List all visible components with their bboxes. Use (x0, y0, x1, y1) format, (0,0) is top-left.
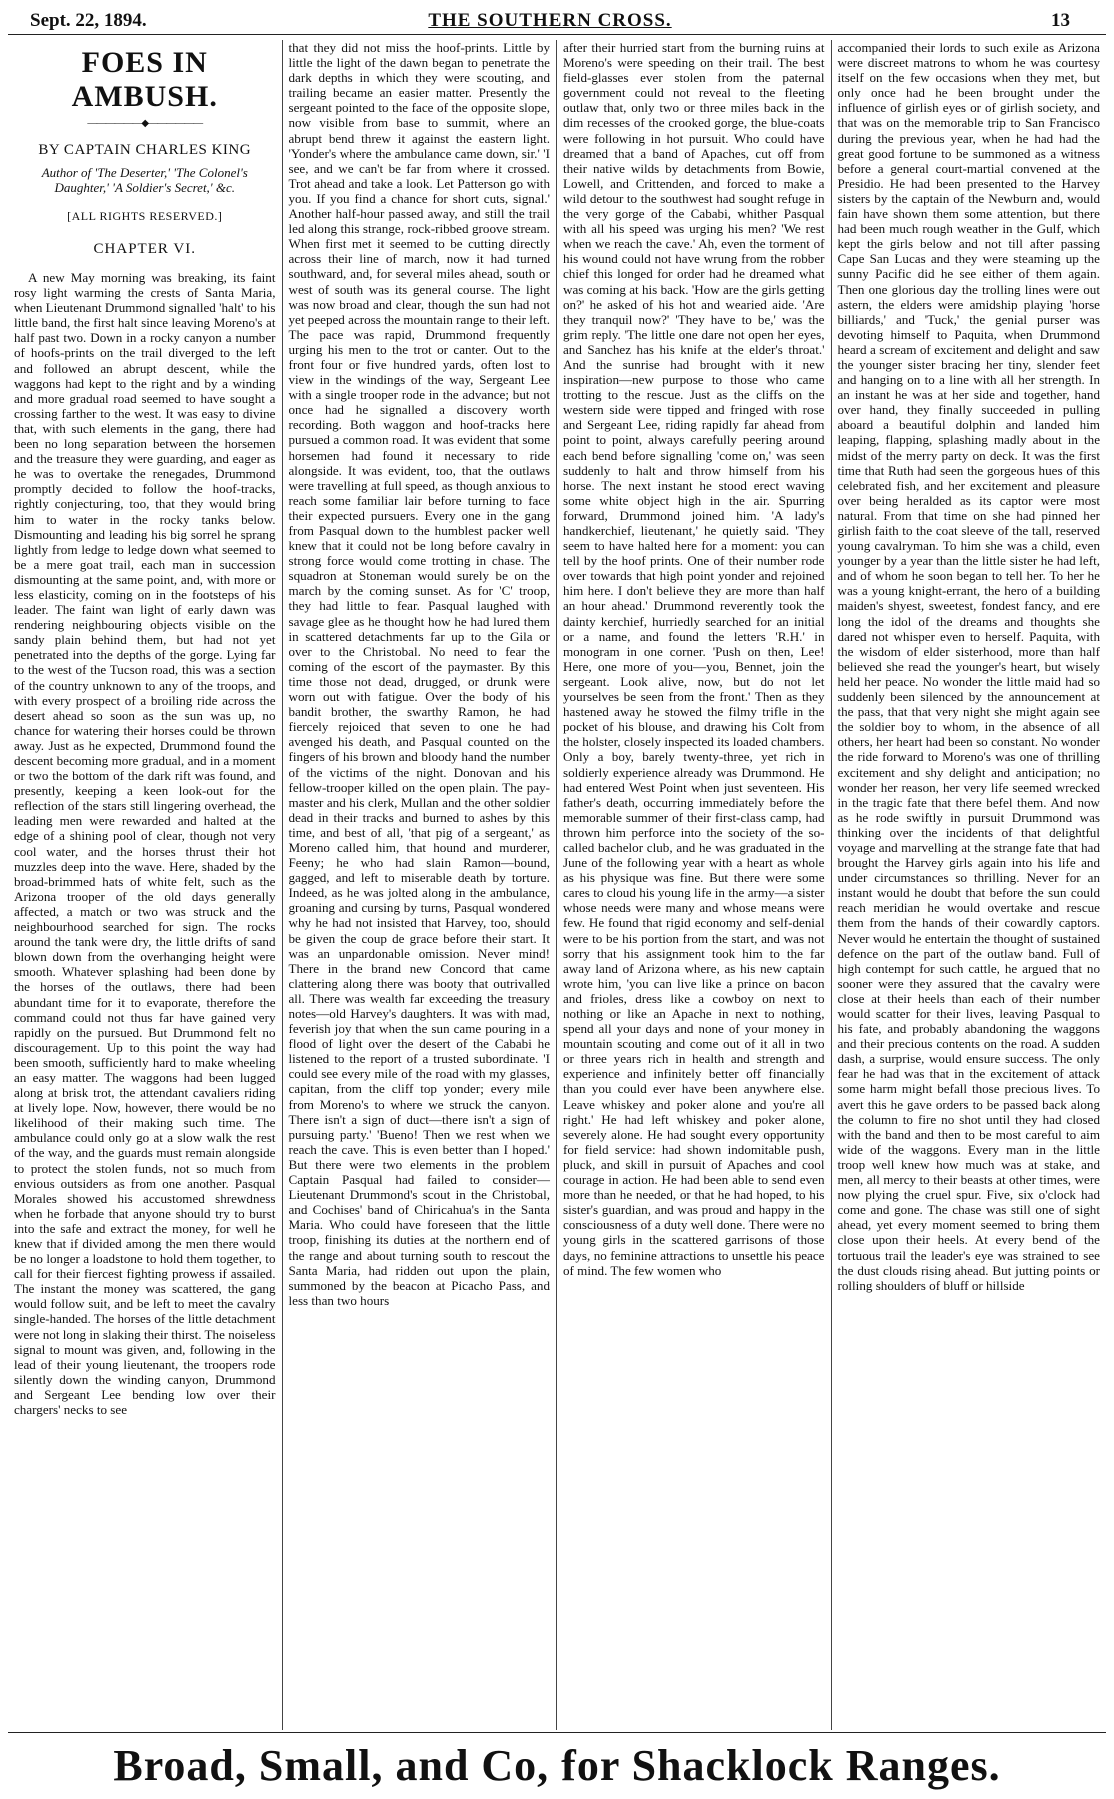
chapter-heading: CHAPTER VI. (93, 241, 196, 257)
newspaper-title: THE SOUTHERN CROSS. (428, 10, 672, 31)
column-3 (557, 40, 832, 1730)
column-text: that they did not miss the hoof-prints. Little by little the light of the dawn began to penetrate the dark depths in which they were scouting, and trailing became an easier matter. Presently the sergeant pointed to the face of the opposite slope, now visible from base to summit, where an abrupt bend threw it against the eastern light. 'Yonder's where the ambulance came down, sir.' 'I see, and we can't be far from where it crossed. Trot ahead and take a look. Let Patterson go with you. If you find a chance for short cuts, signal.' Another half-hour passed away, and still the trail led along this strange, rock-ribbed groove stream. When first met it seemed to be cutting directly across their line of march, now it had turned southward, and, for several miles ahead, south or west of south was its general course. The light was now broad and clear, though the sun had not yet peeped across the mountain range to their left. The pace was rapid, Drummond frequently urging his men to the trot or canter. Out to the front four or five hundred yards, often lost to view in the windings of the way, Sergeant Lee with a single trooper rode in the advance; but not once had he signalled a discovery worth recording. Both waggon and hoof-tracks here pursued a common road. It was evident that some horsemen had found it necessary to ride alongside. It was evident, too, that the outlaws were travelling at full speed, as though anxious to reach some familiar lair before turning to face their expected pursuers. Every one in the gang from Pasqual down to the humblest packer well knew that it could not be long before cavalry in strong force would come trotting in chase. The squadron at Stoneman would surely be on the march by the coming sunset. As for 'C' troop, they had little to fear. Pasqual laughed with savage glee as he thought how he had lured them in scattered detachments far up to the Gila or over to the Christobal. No need to fear the coming of the escort of the paymaster. By this time those not dead, drugged, or drunk were worn out with fatigue. Over the body of his bandit brother, the swarthy Ramon, he had fiercely rejoiced that seven to one he had avenged his death, and Pasqual counted on the fingers of his brown and bloody hand the number of the victims of the night. Donovan and his fellow-trooper killed on the open plain. The pay-master and his clerk, Mullan and the other soldier dead in their tracks and burned to ashes by this time, and best of all, 'that pig of a sergeant,' as Moreno called him, that hound and murderer, Feeny; he who had slain Ramon—bound, gagged, and left to miserable death by torture. Indeed, as he was jolted along in the ambulance, groaning and cursing by turns, Pasqual wondered why he had not insisted that Harvey, too, should be given the coup de grace before their start. It was an unpardonable omission. Never mind! There in the brand new Concord that came clattering along there was booty that outrivalled all. There was wealth far exceeding the treasury notes—old Harvey's daughters. It was with mad, feverish joy that when the sun came pouring in a flood of light over the desert of the Cababi he listened to the report of a trusted subordinate. 'I could see every mile of the road with my glasses, capitan, from the cliff top yonder; every mile from Moreno's to where we struck the canyon. There isn't a sign of duct—there isn't a sign of pursuing party.' 'Bueno! Then we rest when we reach the cave. This is even better than I hoped.' But there were two elements in the problem Captain Pasqual had failed to consider—Lieutenant Drummond's scout in the Christobal, and Cochises' band of Chiricahua's in the Santa Maria. Who could have foreseen that the little troop, finishing its duties at the northern end of the range and about turning south to rescout the Santa Maria, had ridden out upon the plain, summoned by the beacon at Picacho Pass, and less than two hours (288, 40, 550, 1308)
footer-advertisement: Broad, Small, and Co, for Shacklock Ranges. (113, 1741, 1001, 1790)
column-text: after their hurried start from the burning ruins at Moreno's were speeding on their trail. The best field-glasses ever stolen from the paternal government could not reveal to the fleeting outlaw that, only two or three miles back in the dim recesses of the crooked gorge, the blue-coats were following in hot pursuit. Who could have dreamed that a band of Apaches, cut off from their native wilds by detachments from Bowie, Lowell, and Crittenden, and forced to make a wild detour to the southwest had sought refuge in the very gorge of the Cababi, whither Pasqual with all his speed was urging his men? 'We rest when we reach the cave.' Ah, even the torment of his wound could not have wrung from the robber chief this longed for order had he dreamed what was coming at his back. 'How are the girls getting on?' he asked of his hot and wearied aide. 'Are they tranquil now?' 'They have to be,' was the grim reply. 'The little one dare not open her eyes, and Sanchez has his knife at the elder's throat.' And the sunrise had brought with it new inspiration—new purpose to those who came trotting to the rescue. Just as the cliffs on the western side were tipped and fringed with rose and Sergeant Lee, riding rapidly far ahead from point to point, always carefully peering around each bend before signalling 'come on,' was seen suddenly to halt and throw himself from his horse. The next instant he stood erect waving some white object high in the air. Spurring forward, Drummond joined him. 'A lady's handkerchief, lieutenant,' he quietly said. 'They seem to have halted here for a moment: you can tell by the hoof prints. One of their number rode over towards that high point yonder and rejoined him here. I don't believe they are more than half an hour ahead.' Drummond reverently took the dainty kerchief, hurriedly searched for an initial or a name, and found the letters 'R.H.' in monogram in one corner. 'Push on then, Lee! Here, one more of you—you, Bennet, join the sergeant. Look alive, now, but do not let yourselves be seen from the front.' Then as they hastened away he stowed the filmy trifle in the pocket of his blouse, and drawing his Colt from the holster, closely inspected its loaded chambers. Only a boy, barely twenty-three, yet rich in soldierly experience already was Drummond. He had entered West Point when just seventeen. His father's death, occurring immediately before the memorable summer of their first-class camp, had thrown him perforce into the society of the so-called bachelor club, and he was graduated in the June of the following year with a heart as whole as his physique was fine. But there were some cares to cloud his young life in the army—a sister whose needs were many and whose means were few. He found that rigid economy and self-denial were to be his portion from the start, and was not sorry that his assignment took him to the far away land of Arizona where, as his new captain wrote him, 'you can live like a prince on bacon and frioles, dress like a cowboy on next to nothing or like an Apache in next to nothing, spend all your days and none of your money in mountain scouting and come out of it all in two or three years rich in health and strength and experience and infinitely better off financially than you could ever have been anywhere else. Leave whiskey and poker alone and you're all right.' He had left whiskey and poker alone, severely alone. He had sought every opportunity for field service: had shown indomitable push, pluck, and skill in pursuit of Apaches and cool courage in action. He had been able to send even more than he needed, or that he had hoped, to his sister's guardian, and was proud and happy in the consciousness of a duty well done. There were no young girls in the scattered garrisons of those days, no feminine attractions to unsettle his peace of mind. The few women who (563, 40, 825, 1278)
footer-rule (8, 1732, 1106, 1733)
column-4 (832, 40, 1107, 1730)
byline: BY CAPTAIN CHARLES KING (38, 142, 252, 158)
author-credits: Author of 'The Deserter,' 'The Colonel's Daughter,' 'A Soldier's Secret,' &c. (41, 165, 248, 195)
rights-notice: [ALL RIGHTS RESERVED.] (67, 209, 223, 223)
column-1 (8, 40, 283, 1730)
issue-date: Sept. 22, 1894. (30, 10, 147, 31)
column-text: A new May morning was breaking, its faint rosy light warming the crests of Santa Maria, when Lieutenant Drummond signalled 'halt' to his little band, the first halt since leaving Moreno's at half past two. Down in a rocky canyon a number of hoofs-prints on the trail diverged to the left and followed an abrupt descent, while the waggons had kept to the right and by a winding and more gradual road seemed to have sought a crossing farther to the west. It was easy to divine that, with such elements in the gang, there had been no long separation between the horsemen and the treasure they were guarding, and eager as he was to overtake the renegades, Drummond promptly decided to follow the hoof-tracks, rightly conjecturing, too, that they would bring him to water in the rocky tanks below. Dismounting and leading his big sorrel he sprang lightly from ledge to ledge down what seemed to be a mere goat trail, each man in succession dismounting at the same point, and, with more or less elasticity, coming on in the footsteps of his leader. The faint wan light of early dawn was rendering neighbouring objects visible on the sandy plain behind them, but had not yet penetrated into the depths of the gorge. Lying far to the west of the Tucson road, this was a section of the country unknown to any of the troops, and with every prospect of a broiling ride across the desert ahead so soon as the sun was up, no chance for watering their horses could be thrown away. Just as he expected, Drummond found the descent becoming more gradual, and in a moment or two the bottom of the dark rift was found, and presently, keeping a keen look-out for the reflection of the stars still lingering overhead, the leading men were rewarded and halted at the edge of a shining pool of clear, though not very cool water, and the horses thrust their hot muzzles deep into the wave. Here, shaded by the broad-brimmed hats of white felt, such as the Arizona trooper of the old days generally affected, a match or two was struck and the neighbourhood searched for sign. The rocks around the tank were dry, the little drifts of sand blown down from the overhanging height were smooth. Whatever splashing had been done by the horses of the outlaws, there had been abundant time for it to evaporate, therefore the command could not thus far have gained very rapidly on the pursued. But Drummond felt no discouragement. Up to this point the way had been smooth, sufficiently hard to make wheeling an easy matter. The waggons had been lugged along at brisk trot, the attendant cavaliers riding at lively lope. Now, however, there would be no likelihood of their making such time. The ambulance could only go at a slow walk the rest of the way, and the guards must remain alongside to protect the stolen funds, not so much from envious outsiders as from one another. Pasqual Morales showed his accustomed shrewdness when he forbade that anyone should try to burst into the safe and extract the money, for well he knew that if divided among the men there would be no longer a loadstone to hold them together, to call for their fiercest fighting prowess if assailed. The instant the money was scattered, the gang would follow suit, and be left to meet the cavalry single-handed. The horses of the little detachment were not long in slaking their thirst. The noiseless signal to mount was given, and, following in the lead of their young lieutenant, the troopers rode silently down the winding canyon, Drummond and Sergeant Lee bending low over their chargers' necks to see (14, 270, 276, 1418)
title-ornament: ——————◆—————— (87, 118, 203, 129)
header-rule (8, 34, 1106, 35)
page-number: 13 (1051, 10, 1070, 31)
article-columns (8, 40, 1106, 1730)
page-header (30, 10, 1070, 36)
column-text: accompanied their lords to such exile as Arizona were discreet matrons to whom he was courtesy itself on the few occasions when they met, but only once had he been brought under the influence of girlish eyes or of girlish society, and that was on the memorable trip to San Francisco during the previous year, when he had had the great good fortune to be summoned as a witness before a general court-martial convened at the Presidio. He had been presented to the Harvey sisters by the captain of the Newburn and, would fain have shown them some attention, but there had been much rough weather in the Gulf, which kept the girls below and not till after passing Cape San Lucas and they were steaming up the sunny Pacific did he see either of them again. Then one glorious day the trolling lines were out astern, the elders were amidship playing 'horse billiards,' and 'Tuck,' the genial purser was devoting himself to Paquita, when Drummond heard a scream of excitement and delight and saw the younger sister bracing her tiny, slender feet and hanging on to a line with all her strength. In an instant he was at her side and together, hand over hand, they finally succeeded in pulling aboard a beautiful dolphin and landed him leaping, flapping, splashing madly about in the midst of the merry party on deck. It was the first time that Ruth had seen the gorgeous hues of this celebrated fish, and her excitement and pleasure over being heralded as its captor were most natural. From that time on she had pinned her girlish faith to the coat sleeve of the tall, reserved young cavalryman. To him she was a child, even younger by a year than the little sister he had left, and of whom he soon began to tell her. To her he was a young knight-errant, the hero of a building maiden's shyest, sweetest, fondest fancy, and ere long the idol of the dreams and thoughts she dared not whisper even to herself. Paquita, with the wisdom of elder sisterhood, more than half believed she read the younger's heart, but wisely held her peace. No wonder the little maid had so suddenly been silenced by the announcement at the pass, that that very night she might again see the soldier boy to whom, in the absence of all others, her heart had been so constant. No wonder the ride forward to Moreno's was one of thrilling excitement and shy delight and anticipation; no wonder her reason, her very life seemed wrecked in the tragic fate that there befel them. And now as he rode swiftly in pursuit Drummond was thinking over the incidents of that delightful voyage and marvelling at the strange fate that had brought the Harvey girls again into his life and under circumstances so thrilling. Never for an instant would he doubt that before the sun could reach meridian he would overtake and rescue them from the hands of their cowardly captors. Never would he entertain the thought of sustained defence on the part of the outlaw band. Full of high contempt for such cattle, he argued that no sooner were they assured that the cavalry were close at their heels than each of their number would scatter for their lives, leaving Pasqual to his fate, and probably abandoning the waggons and their precious contents on the road. A sudden dash, a surprise, would ensure success. The only fear he had was that in the excitement of attack some harm might befall those precious lives. To avert this he gave orders to be passed back along the column to fire no shot until they had closed with the band and then to be most careful to aim wide of the waggons. Every man in the little troop well knew how much was at stake, and men, all mercy to their beasts at other times, were now plying the cruel spur. Five, six o'clock had come and gone. The chase was still one of sight ahead, yet every moment seemed to bring them close upon their heels. At every bend of the tortuous trail the leader's eye was strained to see the dust clouds rising ahead. But jutting points or rolling shoulders of bluff or hillside (837, 40, 1100, 1293)
column-2 (283, 40, 558, 1730)
story-title: FOES IN AMBUSH. (71, 46, 218, 113)
